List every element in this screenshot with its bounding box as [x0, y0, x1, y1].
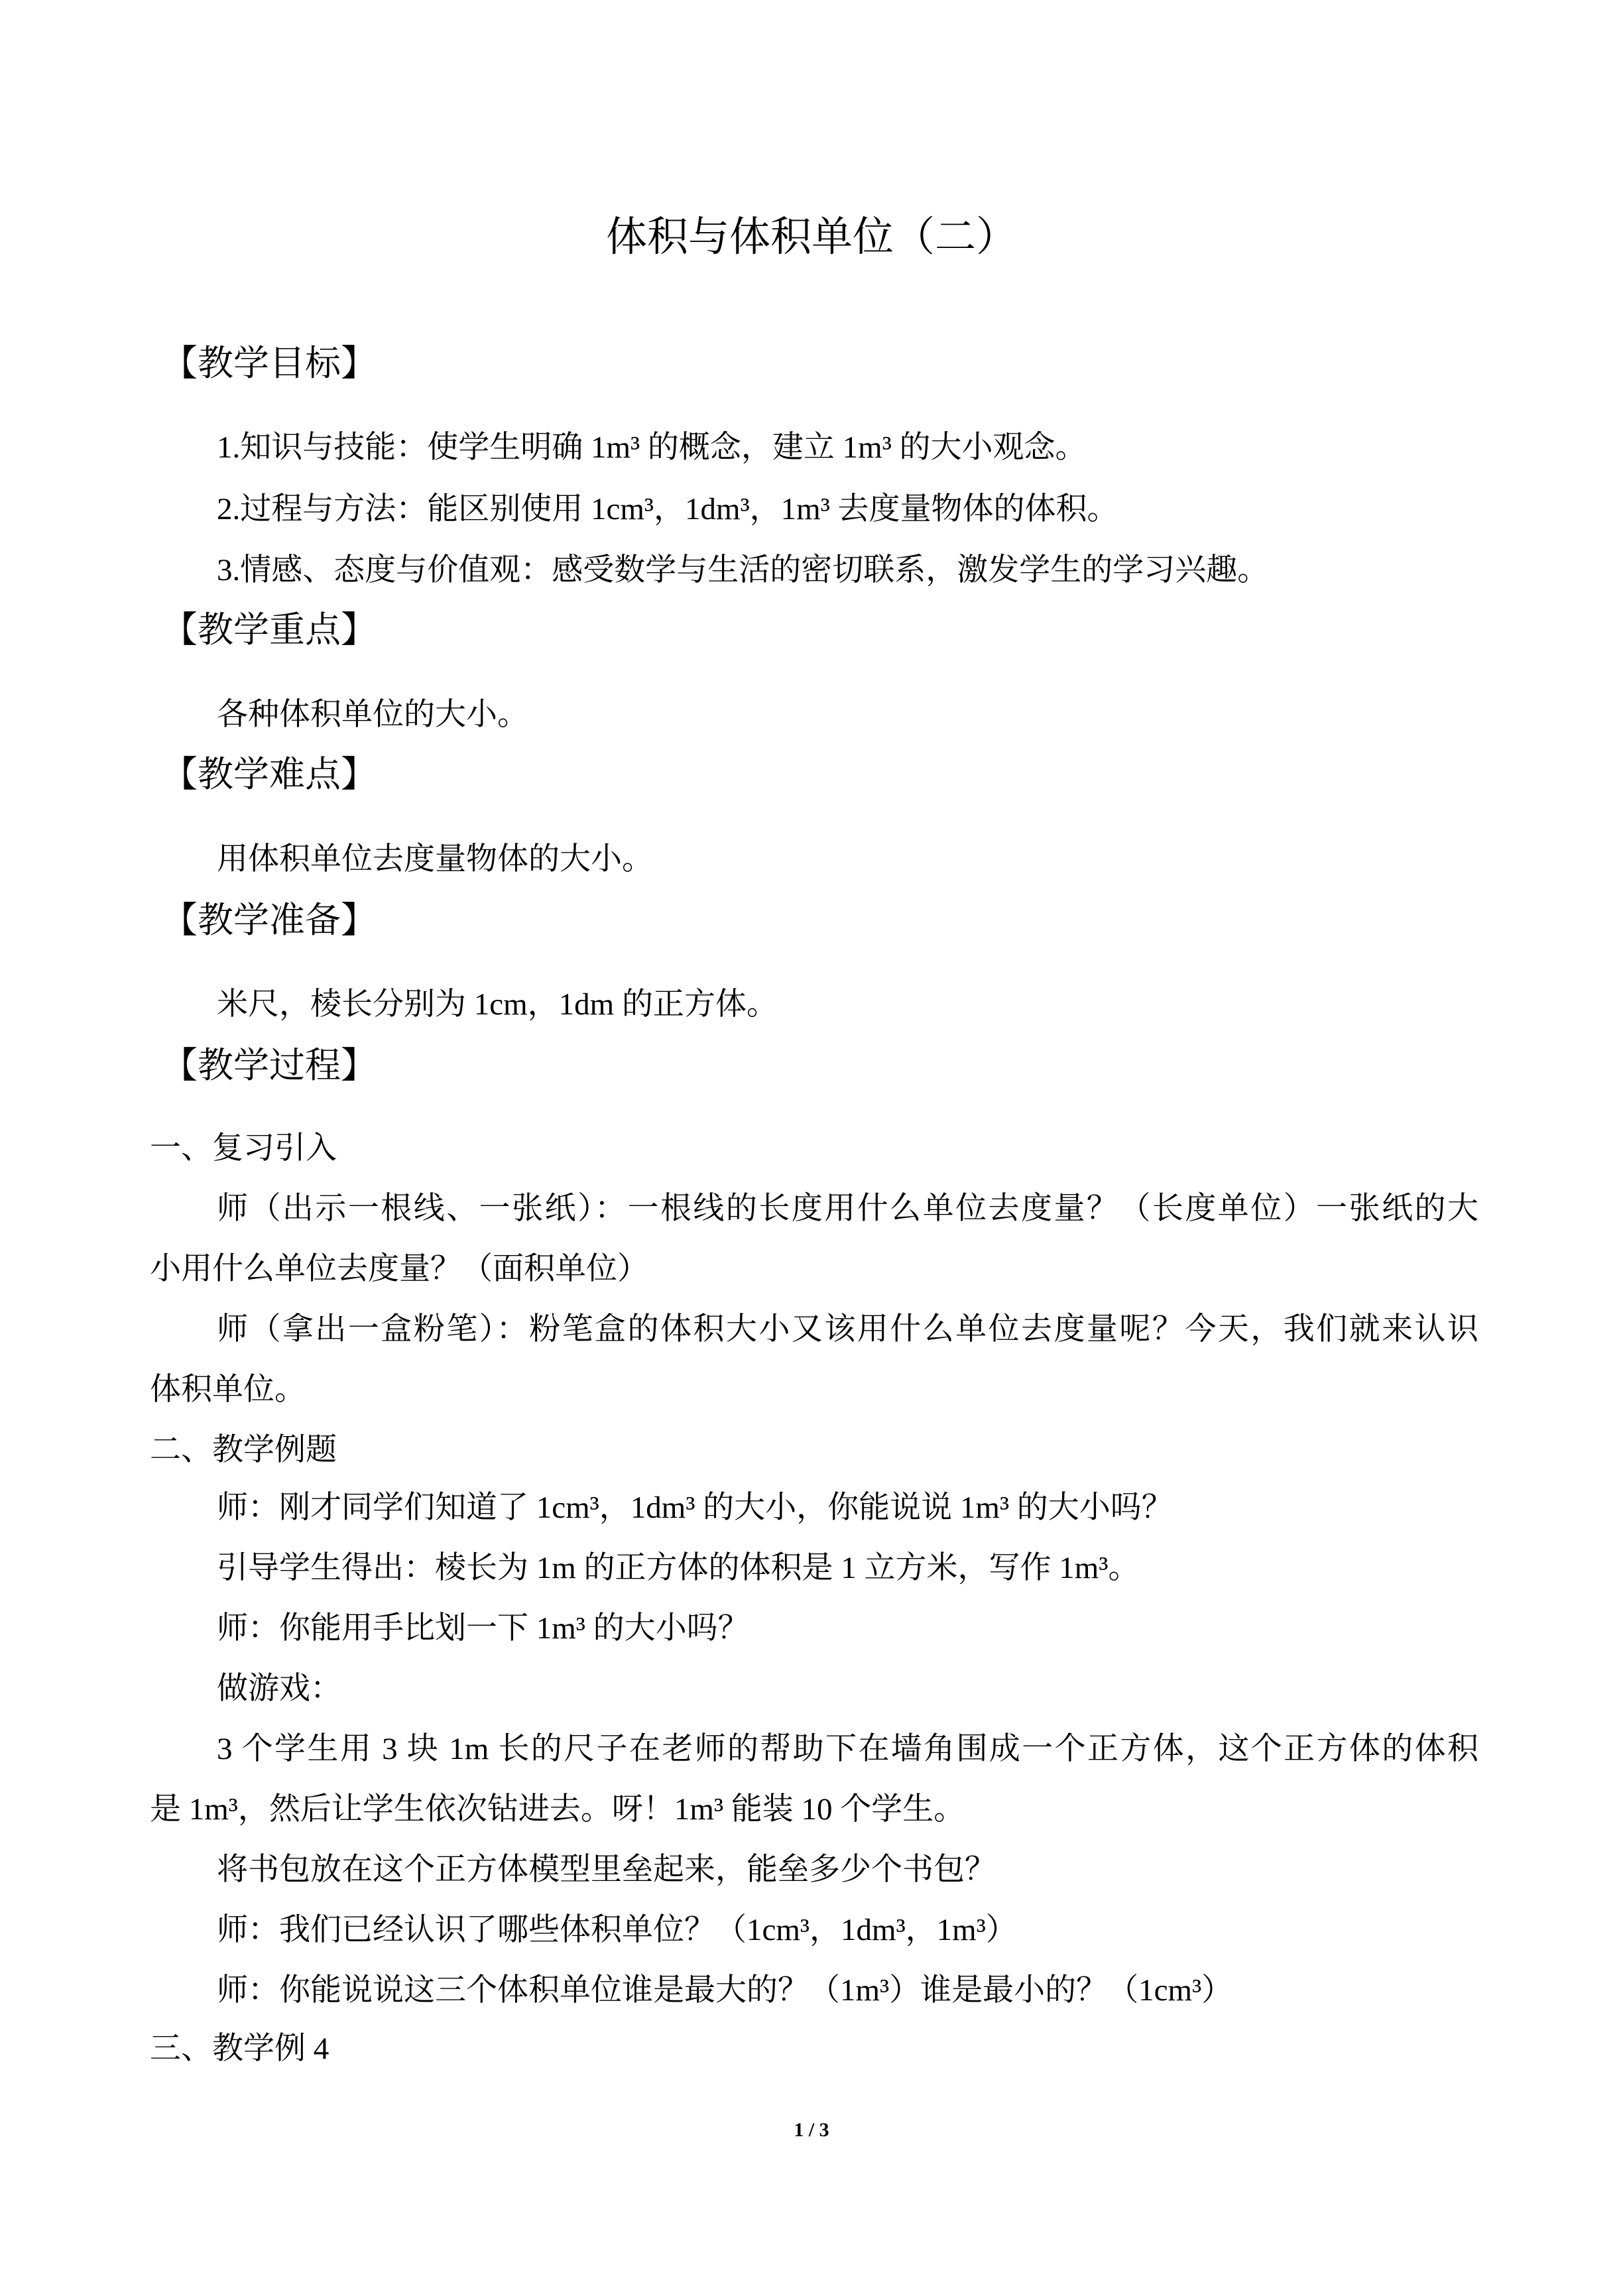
- page-title: 体积与体积单位（二）: [605, 215, 1017, 260]
- preparation-text: 米尺，棱长分别为 1cm，1dm 的正方体。: [217, 987, 778, 1022]
- objective-item-3: 3.情感、态度与价值观：感受数学与生活的密切联系，激发学生的学习兴趣。: [217, 553, 1269, 587]
- page-indicator: 1 / 3: [794, 2119, 829, 2141]
- part2-line-8: 师：我们已经认识了哪些体积单位？（1cm³，1dm³，1m³）: [217, 1913, 1017, 1947]
- part2-line-3: 师：你能用手比划一下 1m³ 的大小吗？: [217, 1611, 749, 1646]
- part1-line-1: 师（出示一根线、一张纸）：一根线的长度用什么单位去度量？（长度单位）一张纸的大: [217, 1191, 1478, 1226]
- objective-item-2: 2.过程与方法：能区别使用 1cm³，1dm³，1m³ 去度量物体的体积。: [217, 492, 1118, 526]
- part2-line-5: 3 个学生用 3 块 1m 长的尺子在老师的帮助下在墙角围成一个正方体，这个正方体的体积: [217, 1732, 1478, 1766]
- part3-title: 三、教学例 4: [150, 2031, 330, 2066]
- difficulties-heading: 【教学难点】: [162, 755, 377, 794]
- part1-title: 一、复习引入: [150, 1131, 337, 1166]
- preparation-heading: 【教学准备】: [162, 900, 377, 940]
- part1-line-3: 师（拿出一盒粉笔）：粉笔盒的体积大小又该用什么单位去度量呢？今天，我们就来认识: [217, 1312, 1478, 1347]
- key-points-text: 各种体积单位的大小。: [217, 697, 528, 732]
- objective-item-1: 1.知识与技能：使学生明确 1m³ 的概念，建立 1m³ 的大小观念。: [217, 430, 1087, 465]
- objectives-heading: 【教学目标】: [162, 343, 377, 383]
- process-heading: 【教学过程】: [162, 1046, 377, 1085]
- part2-line-1: 师：刚才同学们知道了 1cm³，1dm³ 的大小，你能说说 1m³ 的大小吗？: [217, 1490, 1173, 1525]
- part2-line-7: 将书包放在这个正方体模型里垒起来，能垒多少个书包？: [217, 1852, 996, 1887]
- part1-line-2: 小用什么单位去度量？（面积单位）: [150, 1252, 648, 1286]
- part2-line-6: 是 1m³，然后让学生依次钻进去。呀！1m³ 能装 10 个学生。: [150, 1792, 965, 1827]
- part2-title: 二、教学例题: [150, 1433, 337, 1467]
- part1-line-4: 体积单位。: [150, 1372, 306, 1407]
- part2-line-2: 引导学生得出：棱长为 1m 的正方体的体积是 1 立方米，写作 1m³。: [217, 1551, 1140, 1585]
- difficulties-text: 用体积单位去度量物体的大小。: [217, 842, 653, 876]
- key-points-heading: 【教学重点】: [162, 610, 377, 650]
- part2-line-9: 师：你能说说这三个体积单位谁是最大的？（1m³）谁是最小的？（1cm³）: [217, 1973, 1233, 2008]
- part2-line-4: 做游戏：: [217, 1671, 341, 1706]
